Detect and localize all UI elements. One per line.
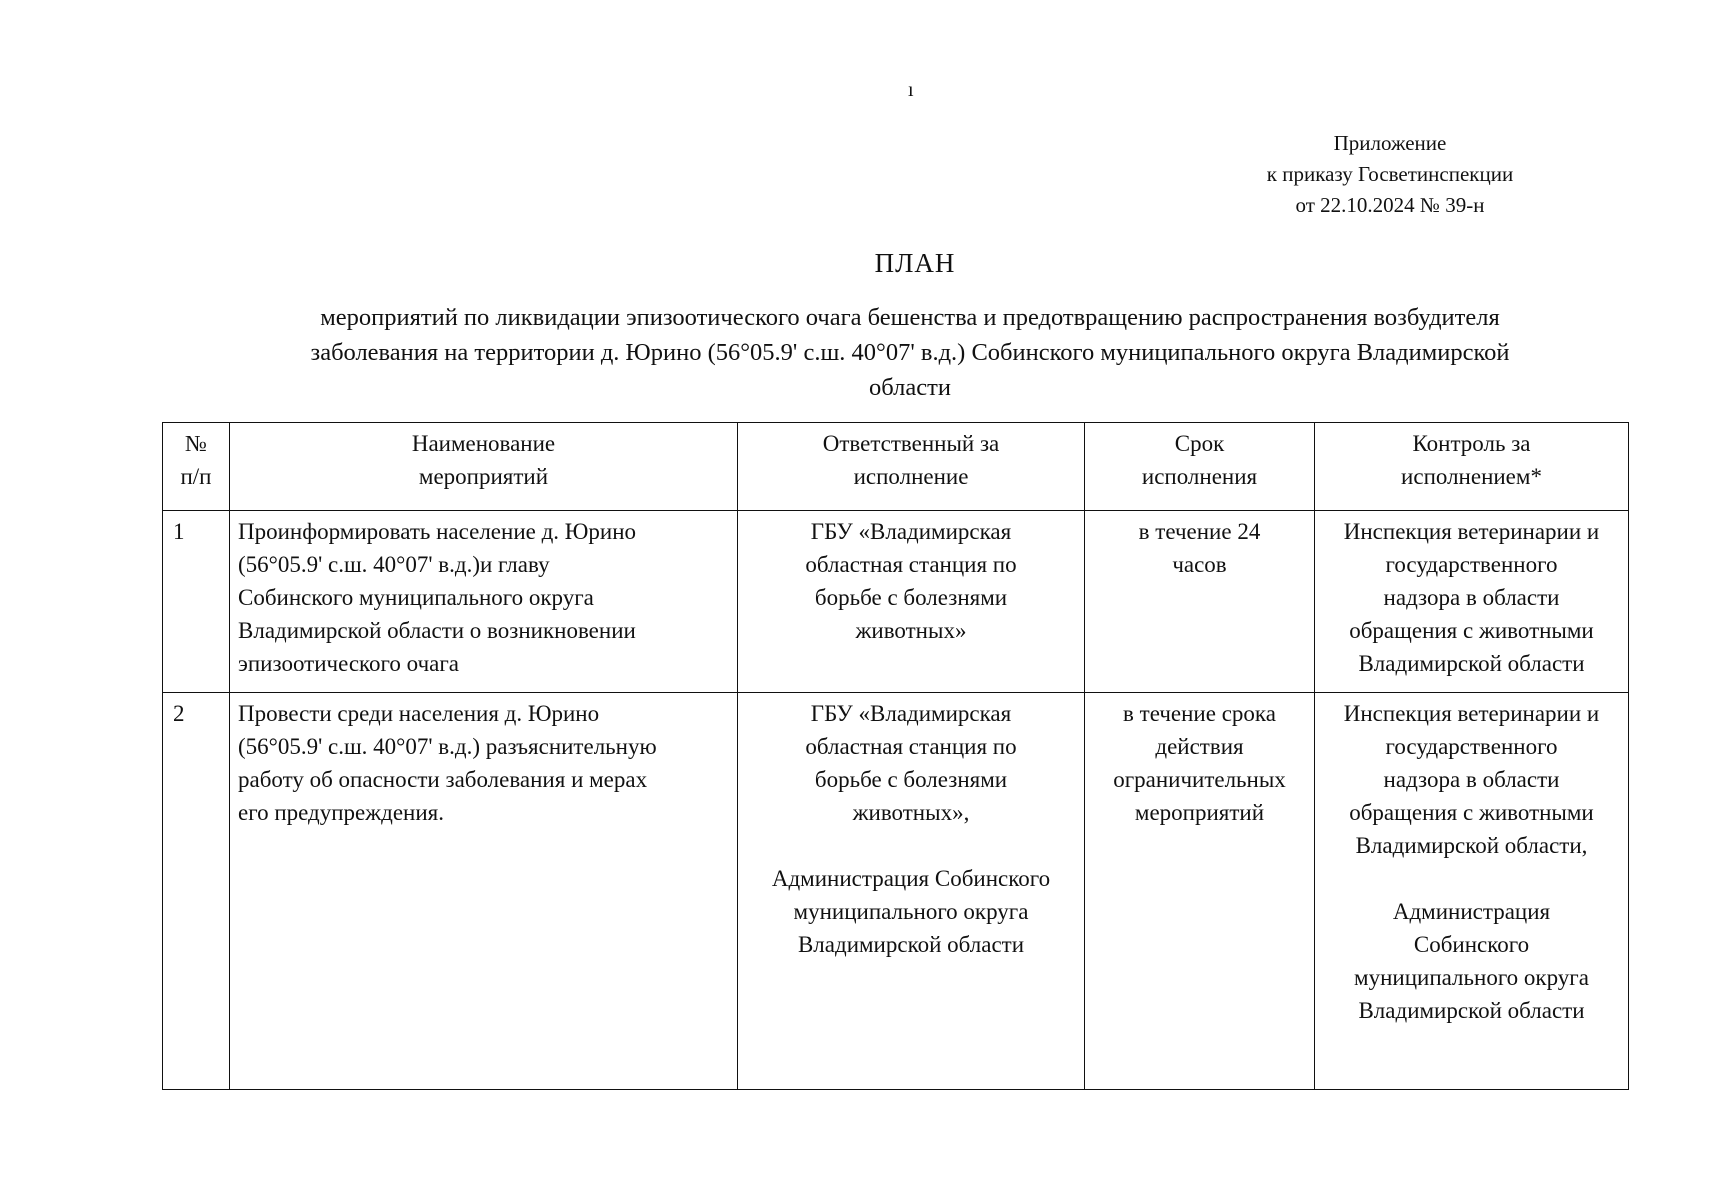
row-deadline [1085, 511, 1315, 693]
header-text: исполнением* [1401, 464, 1542, 489]
appendix-line: к приказу Госветинспекции [1266, 162, 1514, 186]
cell-line: Администрация Собинского [771, 866, 1051, 891]
row-action [230, 511, 738, 693]
cell-line: государственного [1385, 552, 1558, 577]
table-row [163, 693, 1629, 1090]
cell-line: Владимирской области [797, 932, 1025, 957]
header-cell-action [230, 423, 738, 511]
header-text: мероприятий [418, 464, 549, 489]
header-text: Срок [1174, 431, 1225, 456]
cell-line: борьбе с болезнями [814, 767, 1008, 792]
cell-line: муниципального округа [793, 899, 1029, 924]
row-responsible [738, 511, 1085, 693]
appendix-block [1190, 128, 1590, 221]
cell-line: Проинформировать население д. Юрино [238, 519, 637, 544]
document-title: ПЛАН [874, 248, 956, 278]
cell-line: обращения с животными [1349, 618, 1594, 643]
cell-line: Собинского [1413, 932, 1530, 957]
header-text: № [185, 431, 207, 456]
cell-line: муниципального округа [1354, 965, 1589, 990]
cell-line: (56°05.9' с.ш. 40°07' в.д.)и главу [238, 552, 550, 577]
row-deadline [1085, 693, 1315, 1090]
cell-line: ГБУ «Владимирская [810, 519, 1012, 544]
cell-line: обращения с животными [1349, 800, 1594, 825]
row-control [1315, 511, 1629, 693]
cell-line: часов [1172, 552, 1227, 577]
cell-line: областная станция по [805, 552, 1017, 577]
cell-line: действия [1155, 734, 1244, 759]
cell-spacer [746, 829, 1076, 862]
header-text: Наименование [411, 431, 556, 456]
cell-spacer [1323, 862, 1620, 895]
cell-line: животных» [855, 618, 967, 643]
cell-line: надзора в области [1383, 585, 1560, 610]
cell-line: животных», [852, 800, 970, 825]
cell-line: работу об опасности заболевания и мерах [238, 767, 648, 792]
header-cell-responsible [738, 423, 1085, 511]
cell-line: Инспекция ветеринарии и [1343, 701, 1600, 726]
subtitle-line: мероприятий по ликвидации эпизоотического очага бешенства и предотвращению распространения возбудителя [320, 304, 1500, 331]
document-subtitle [205, 300, 1615, 405]
cell-line: в течение срока [1123, 701, 1276, 726]
cell-line: Владимирской области [1358, 998, 1585, 1023]
cell-line: в течение 24 [1138, 519, 1261, 544]
cell-line: его предупреждения. [238, 800, 445, 825]
cell-line: Владимирской области [1358, 651, 1585, 676]
row-control [1315, 693, 1629, 1090]
cell-line: мероприятий [1134, 800, 1265, 825]
table-header-row [163, 423, 1629, 511]
header-cell-number [163, 423, 230, 511]
header-cell-deadline [1085, 423, 1315, 511]
page-mark: ı [908, 79, 914, 101]
cell-line: областная станция по [805, 734, 1017, 759]
cell-line: Владимирской области, [1355, 833, 1588, 858]
appendix-line: от 22.10.2024 № 39-н [1295, 193, 1485, 217]
cell-line: борьбе с болезнями [814, 585, 1008, 610]
subtitle-line: области [869, 374, 951, 401]
row-responsible [738, 693, 1085, 1090]
cell-line: Владимирской области о возникновении [238, 618, 636, 643]
cell-line: (56°05.9' с.ш. 40°07' в.д.) разъяснительную [238, 734, 657, 759]
cell-line: ограничительных [1113, 767, 1286, 792]
cell-line: эпизоотического очага [238, 651, 459, 676]
row-number: 2 [163, 693, 230, 1090]
header-text: Контроль за [1412, 431, 1531, 456]
cell-line: государственного [1385, 734, 1558, 759]
header-text: Ответственный за [822, 431, 1000, 456]
header-cell-control [1315, 423, 1629, 511]
cell-line: надзора в области [1383, 767, 1560, 792]
cell-line: Собинского муниципального округа [238, 585, 594, 610]
cell-line: Инспекция ветеринарии и [1343, 519, 1600, 544]
appendix-line: Приложение [1333, 131, 1447, 155]
header-text: исполнения [1141, 464, 1258, 489]
header-text: п/п [180, 464, 212, 489]
row-number: 1 [163, 511, 230, 693]
cell-line: Администрация [1392, 899, 1551, 924]
cell-line: ГБУ «Владимирская [810, 701, 1012, 726]
cell-line: Провести среди населения д. Юрино [238, 701, 600, 726]
row-action [230, 693, 738, 1090]
table-row [163, 511, 1629, 693]
header-text: исполнение [853, 464, 969, 489]
plan-table [162, 422, 1629, 1090]
subtitle-line: заболевания на территории д. Юрино (56°05.9' с.ш. 40°07' в.д.) Собинского муниципального округа Владимирской [310, 339, 1510, 366]
